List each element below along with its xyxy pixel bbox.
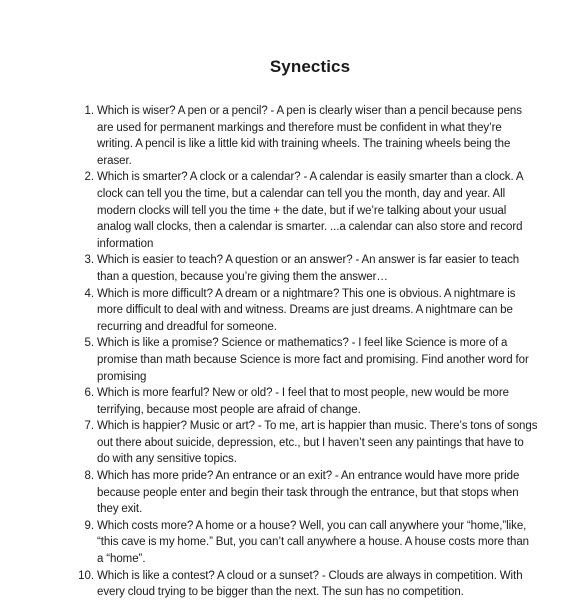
list-item <box>76 468 538 518</box>
list-item <box>76 568 538 601</box>
list-item <box>76 418 538 468</box>
list-item-text: Which is like a promise? Science or mathematics? - I feel like Science is more of a promise than math because Science is more fact and promising. Find another word for promising <box>97 337 529 383</box>
list-item-text: Which is easier to teach? A question or an answer? - An answer is far easier to teach than a question, because you’re giving them the answer… <box>97 254 520 283</box>
list-item-number: 5. <box>84 337 94 350</box>
list-item-text: Which is more fearful? New or old? - I feel that to most people, new would be more terrifying, because most people are afraid of change. <box>97 387 510 416</box>
document-title: Synectics <box>269 57 351 76</box>
list-item-text: Which has more pride? An entrance or an exit? - An entrance would have more pride because people enter and begin their task through the entrance, but that stops when they exit. <box>97 470 520 516</box>
list-item-number: 1. <box>84 105 94 117</box>
list-item-text: Which is happier? Music or art? - To me, art is happier than music. There’s tons of songs out there about suicide, depression, etc., but I haven’t seen any paintings that have to do with any sensitive topics. <box>97 420 538 466</box>
list-item-number: 10. <box>78 569 94 582</box>
list-item-number: 7. <box>84 420 94 433</box>
list-item-number: 2. <box>84 171 94 184</box>
list-item <box>76 335 538 385</box>
question-list <box>76 103 538 601</box>
list-item-number: 6. <box>84 387 94 400</box>
list-item-text: Which costs more? A home or a house? Well, you can call anywhere your “home,”like, “this cave is my home.” But, you can’t call anywhere a house. A house costs more than a “home”. <box>97 519 530 566</box>
list-item <box>76 518 538 568</box>
list-item <box>76 385 538 418</box>
list-item <box>76 252 538 285</box>
list-item <box>76 286 538 336</box>
list-item-number: 8. <box>84 470 94 483</box>
list-item <box>76 103 538 169</box>
list-item-text: Which is like a contest? A cloud or a sunset? - Clouds are always in competition. With every cloud trying to be bigger than the next. The sun has no competition. <box>97 569 523 599</box>
list-item-number: 3. <box>84 254 94 267</box>
list-item-number: 4. <box>84 287 94 300</box>
list-item-text: Which is smarter? A clock or a calendar? - A calendar is easily smarter than a clock. A clock can tell you the time, but a calendar can tell you the month, day and year. All modern clocks will tell you the time + the date, but if we’re talking about your usual analog wall clocks, then a calendar is smarter. ...a calendar can also store and record information <box>97 171 523 250</box>
list-item-text: Which is wiser? A pen or a pencil? - A pen is clearly wiser than a pencil because pens are used for permanent markings and therefore must be confident in what they’re writing. A pencil is like a little kid with training wheels. The training wheels being the eraser. <box>97 105 522 167</box>
list-item <box>76 169 538 252</box>
list-item-text: Which is more difficult? A dream or a nightmare? This one is obvious. A nightmare is more difficult to deal with and witness. Dreams are just dreams. A nightmare can be recurring and dreadful for someone. <box>97 287 516 333</box>
list-item-number: 9. <box>84 519 94 532</box>
